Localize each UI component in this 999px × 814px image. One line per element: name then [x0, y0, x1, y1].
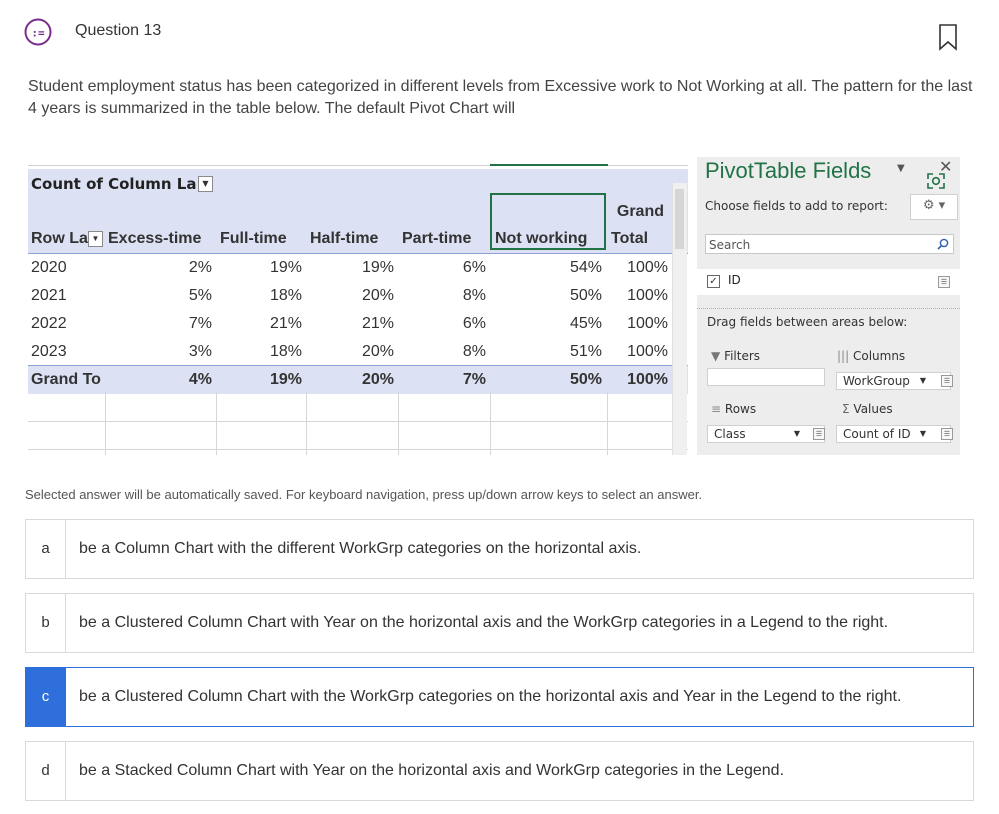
id-checkbox[interactable]: ✓: [707, 275, 720, 288]
cell-value: 54%: [569, 259, 602, 276]
svg-text::=: :=: [31, 26, 45, 40]
answer-option-d[interactable]: [25, 741, 974, 801]
field-list: [697, 269, 960, 295]
question-list-icon: [24, 18, 52, 46]
grid-line: [490, 392, 491, 455]
row-label: 2020: [31, 259, 67, 276]
pane-options-dropdown-icon[interactable]: ▼: [897, 163, 905, 174]
gear-icon[interactable]: [925, 171, 947, 191]
empty-grid-row: [28, 393, 688, 422]
chevron-down-icon[interactable]: ▼: [793, 429, 800, 438]
header-full-time: Full-time: [220, 230, 287, 247]
rows-field-chip[interactable]: [707, 425, 825, 443]
bookmark-icon[interactable]: [937, 23, 959, 51]
filters-label: Filters: [724, 349, 761, 363]
pane-title: PivotTable Fields: [705, 158, 872, 183]
cell-value: 19%: [361, 259, 394, 276]
grid-line: [398, 392, 399, 455]
field-menu-icon[interactable]: ☰: [938, 276, 950, 288]
option-letter: c: [26, 668, 66, 726]
count-label-text: Count of Column La: [31, 175, 197, 193]
answer-option-c[interactable]: [25, 667, 974, 727]
cell-value: 100%: [627, 343, 668, 360]
cell-value: 51%: [569, 343, 602, 360]
cell-value: 50%: [569, 287, 602, 304]
chevron-down-icon[interactable]: ▼: [919, 429, 926, 438]
cell-value: 100%: [627, 371, 668, 388]
cell-value: 21%: [361, 315, 394, 332]
cell-value: 18%: [269, 343, 302, 360]
columns-field-chip[interactable]: [836, 372, 951, 390]
field-id-label[interactable]: ID: [728, 273, 741, 287]
columns-field-value: WorkGroup: [843, 374, 910, 388]
answer-option-a[interactable]: [25, 519, 974, 579]
selected-cell-outline: [490, 193, 606, 250]
cell-value: 20%: [361, 343, 394, 360]
values-field-chip[interactable]: [836, 425, 951, 443]
option-text: be a Clustered Column Chart with the WorkGrp categories on the horizontal axis and Year in the Legend to the right.: [79, 688, 902, 705]
cell-value: 5%: [188, 287, 212, 304]
row-label-header: Row La: [31, 230, 88, 247]
selected-column-indicator: [490, 157, 608, 166]
cell-value: 20%: [361, 287, 394, 304]
grid-line: [607, 392, 608, 455]
header-not-working: Not working: [495, 230, 588, 247]
header-total: Total: [611, 230, 649, 247]
rows-area-label: [711, 402, 756, 416]
scrollbar-thumb[interactable]: [675, 189, 684, 249]
row-label: 2021: [31, 287, 67, 304]
empty-grid-row: [28, 421, 688, 450]
option-text: be a Column Chart with the different WorkGrp categories on the horizontal axis.: [79, 540, 642, 557]
choose-fields-label: Choose fields to add to report:: [705, 199, 888, 213]
columns-area-label: [837, 349, 905, 363]
search-icon: [937, 238, 949, 250]
cell-value: 21%: [269, 315, 302, 332]
grid-line: [216, 392, 217, 455]
row-filter-dropdown-icon[interactable]: ▼: [88, 231, 103, 247]
search-placeholder: Search: [709, 238, 751, 252]
cell-value: 100%: [627, 259, 668, 276]
option-letter: b: [26, 594, 66, 652]
chip-menu-icon[interactable]: ☰: [941, 375, 953, 387]
grand-total-label: Grand To: [31, 371, 101, 388]
cell-value: 7%: [462, 371, 486, 388]
cell-value: 7%: [188, 315, 212, 332]
cell-value: 50%: [569, 371, 602, 388]
values-label: Values: [853, 402, 893, 416]
cell-value: 3%: [188, 343, 212, 360]
values-area-label: [842, 402, 893, 416]
option-letter: d: [26, 742, 66, 800]
column-filter-dropdown-icon[interactable]: ▼: [198, 176, 213, 192]
question-stem: Student employment status has been categorized in different levels from Excessive work to Not Working at all. The pattern for the last 4 years is summarized in the table below. The default Pivot Chart will: [28, 78, 973, 117]
grid-line: [306, 392, 307, 455]
table-row: [28, 338, 688, 366]
vertical-scrollbar[interactable]: [672, 183, 687, 455]
question-title: Question 13: [75, 22, 162, 39]
chevron-down-icon[interactable]: ▼: [919, 376, 926, 385]
option-text: be a Clustered Column Chart with Year on the horizontal axis and the WorkGrp categories in a Legend to the right.: [79, 614, 889, 631]
table-row: [28, 310, 688, 338]
table-row: [28, 254, 688, 282]
pivot-table-screenshot: [28, 157, 688, 455]
chip-menu-icon[interactable]: ☰: [813, 428, 825, 440]
rows-label: Rows: [724, 402, 757, 416]
cell-value: 45%: [569, 315, 602, 332]
cell-value: 6%: [462, 259, 486, 276]
header-excess-time: Excess-time: [108, 230, 202, 247]
filters-area-label: [711, 349, 760, 363]
option-letter: a: [26, 520, 66, 578]
header-half-time: Half-time: [310, 230, 379, 247]
tools-gear-dropdown-icon[interactable]: ⚙ ▾: [910, 194, 958, 220]
divider: [697, 308, 960, 309]
field-search-input[interactable]: [705, 234, 954, 254]
header-part-time: Part-time: [402, 230, 472, 247]
cell-value: 100%: [627, 287, 668, 304]
cell-value: 2%: [188, 259, 212, 276]
cell-value: 19%: [269, 371, 302, 388]
cell-value: 19%: [269, 259, 302, 276]
instructions-text: Selected answer will be automatically saved. For keyboard navigation, press up/down arrow keys to select an answer.: [25, 487, 703, 502]
grand-total-row: [28, 365, 688, 394]
option-text: be a Stacked Column Chart with Year on the horizontal axis and WorkGrp categories in the Legend.: [79, 762, 785, 779]
chip-menu-icon[interactable]: ☰: [941, 428, 953, 440]
filter-icon: ▼: [711, 349, 721, 363]
columns-label: Columns: [852, 349, 906, 363]
pivottable-fields-pane: [697, 157, 960, 455]
cell-value: 100%: [627, 315, 668, 332]
cell-value: 18%: [269, 287, 302, 304]
cell-value: 8%: [462, 343, 486, 360]
table-row: [28, 282, 688, 310]
grid-line: [105, 392, 106, 455]
cell-value: 8%: [462, 287, 486, 304]
rows-field-value: Class: [714, 427, 746, 441]
cell-value: 6%: [462, 315, 486, 332]
row-label: 2023: [31, 343, 67, 360]
grand-header-top: Grand: [616, 203, 664, 220]
cell-value: 20%: [361, 371, 394, 388]
row-label: 2022: [31, 315, 67, 332]
answer-option-b[interactable]: [25, 593, 974, 653]
rows-icon: ≡: [711, 402, 722, 416]
close-icon[interactable]: ✕: [939, 157, 953, 176]
values-field-value: Count of ID: [843, 427, 911, 441]
columns-icon: |||: [837, 349, 850, 363]
sigma-icon: Σ: [842, 402, 850, 416]
drag-fields-label: Drag fields between areas below:: [707, 315, 908, 329]
filters-drop-area[interactable]: [707, 368, 825, 386]
cell-value: 4%: [188, 371, 212, 388]
